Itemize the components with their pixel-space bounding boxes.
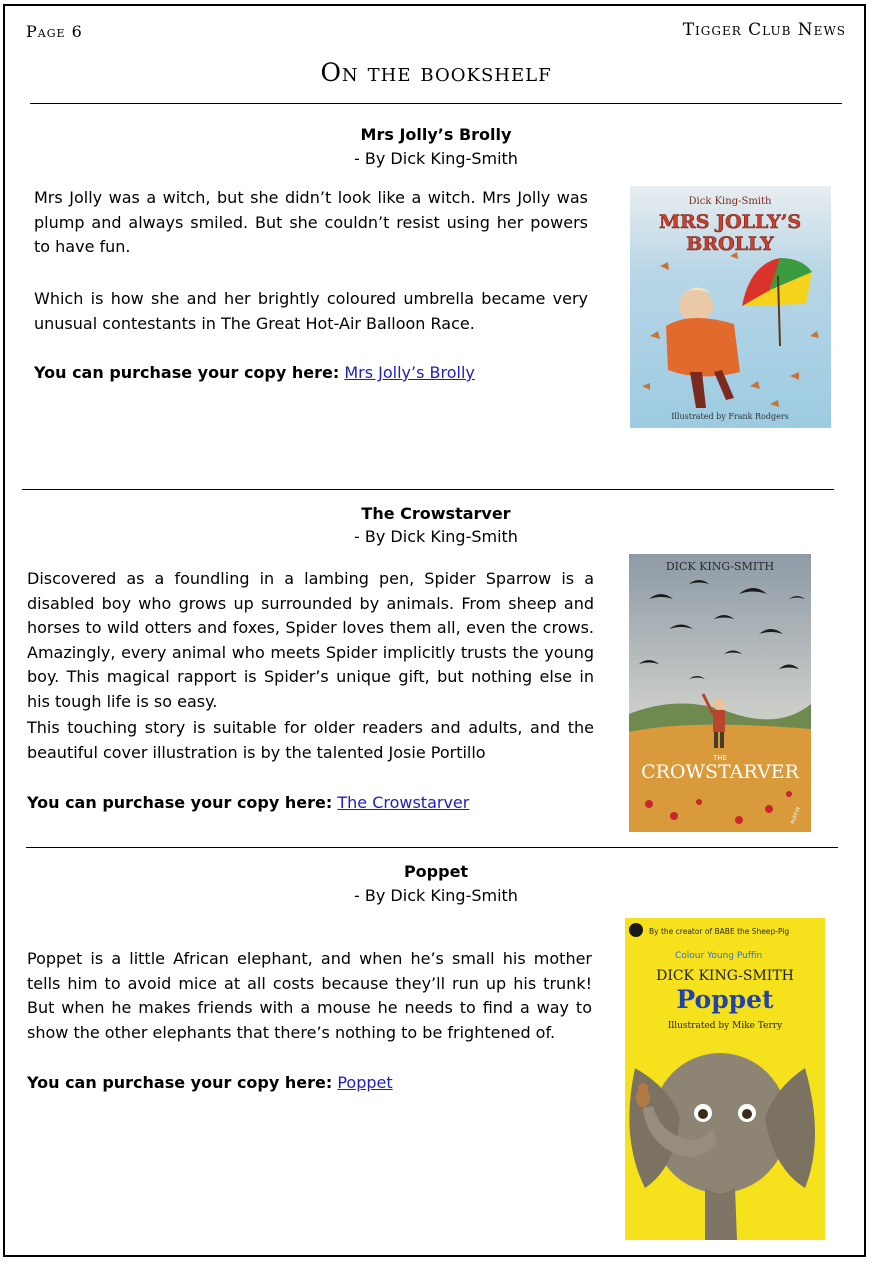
section-divider <box>26 847 838 848</box>
newsletter-name: Tigger Club News <box>682 20 846 40</box>
purchase-label: You can purchase your copy here: <box>27 793 333 812</box>
book-author: - By Dick King-Smith <box>354 149 518 168</box>
book-cover-poppet <box>625 918 825 1240</box>
cover-series: Colour Young Puffin <box>675 951 763 961</box>
book-description: Mrs Jolly was a witch, but she didn’t look like a witch. Mrs Jolly was plump and always smiled. But she couldn’t resist using her powers to have fun. <box>34 188 588 256</box>
book-cover-mrs-jollys-brolly <box>630 186 831 428</box>
cover-title: Poppet <box>676 985 774 1014</box>
cover-tagline: By the creator of BABE the Sheep-Pig <box>649 927 790 936</box>
purchase-line <box>34 363 475 382</box>
cover-illustration <box>630 186 831 428</box>
book-description: This touching story is suitable for older readers and adults, and the beautiful cover illustration is by the talented Josie Portillo <box>27 718 594 762</box>
purchase-label: You can purchase your copy here: <box>27 1073 333 1092</box>
cover-title: BROLLY <box>686 233 774 255</box>
purchase-link-poppet[interactable]: Poppet <box>337 1073 393 1092</box>
title-divider <box>30 103 842 104</box>
cover-illustration <box>625 918 825 1240</box>
purchase-line <box>27 1073 393 1092</box>
cover-title: CROWSTARVER <box>641 761 799 783</box>
cover-author: DICK KING-SMITH <box>665 560 775 573</box>
cover-title: MRS JOLLY’S <box>658 211 802 233</box>
purchase-label: You can purchase your copy here: <box>34 363 340 382</box>
purchase-link-the-crowstarver[interactable]: The Crowstarver <box>337 793 470 812</box>
cover-author: DICK KING-SMITH <box>656 968 794 984</box>
book-author: - By Dick King-Smith <box>354 527 518 546</box>
cover-illustrator: Illustrated by Mike Terry <box>667 1021 783 1031</box>
cover-illustrator: Illustrated by Frank Rodgers <box>671 412 789 421</box>
section-divider <box>22 489 834 490</box>
section-title: On the bookshelf <box>320 58 552 87</box>
book-description: Poppet is a little African elephant, and when he’s small his mother tells him to avoid mice at all costs because they’ll run up his trunk! But when he makes friends with a mouse he needs to find a way to show the other elephants that there’s nothing to be frightened of. <box>27 949 592 1042</box>
book-description: Which is how she and her brightly coloured umbrella became very unusual contestants in The Great Hot-Air Balloon Race. <box>34 289 588 333</box>
book-author: - By Dick King-Smith <box>354 886 518 905</box>
cover-author: Dick King-Smith <box>688 196 772 207</box>
cover-illustration <box>629 554 811 832</box>
book-title: Mrs Jolly’s Brolly <box>360 125 512 144</box>
book-cover-the-crowstarver <box>629 554 811 832</box>
purchase-line <box>27 793 469 812</box>
book-title: Poppet <box>403 862 469 881</box>
page-number: Page 6 <box>26 22 83 41</box>
book-description: Discovered as a foundling in a lambing pen, Spider Sparrow is a disabled boy who grows up surrounded by animals. From sheep and horses to wild otters and foxes, Spider loves them all, even the crows. Amazingly, every animal who meets Spider implicitly trusts the young boy. This magical rapport is Spider’s unique gift, but nothing else in his tough life is so easy. <box>27 569 594 711</box>
cover-title: THE <box>713 754 727 762</box>
purchase-link-mrs-jollys-brolly[interactable]: Mrs Jolly’s Brolly <box>344 363 475 382</box>
cover-publisher: PUFFIN <box>790 806 802 825</box>
book-title: The Crowstarver <box>361 504 511 523</box>
puffin-logo-icon <box>629 923 643 937</box>
